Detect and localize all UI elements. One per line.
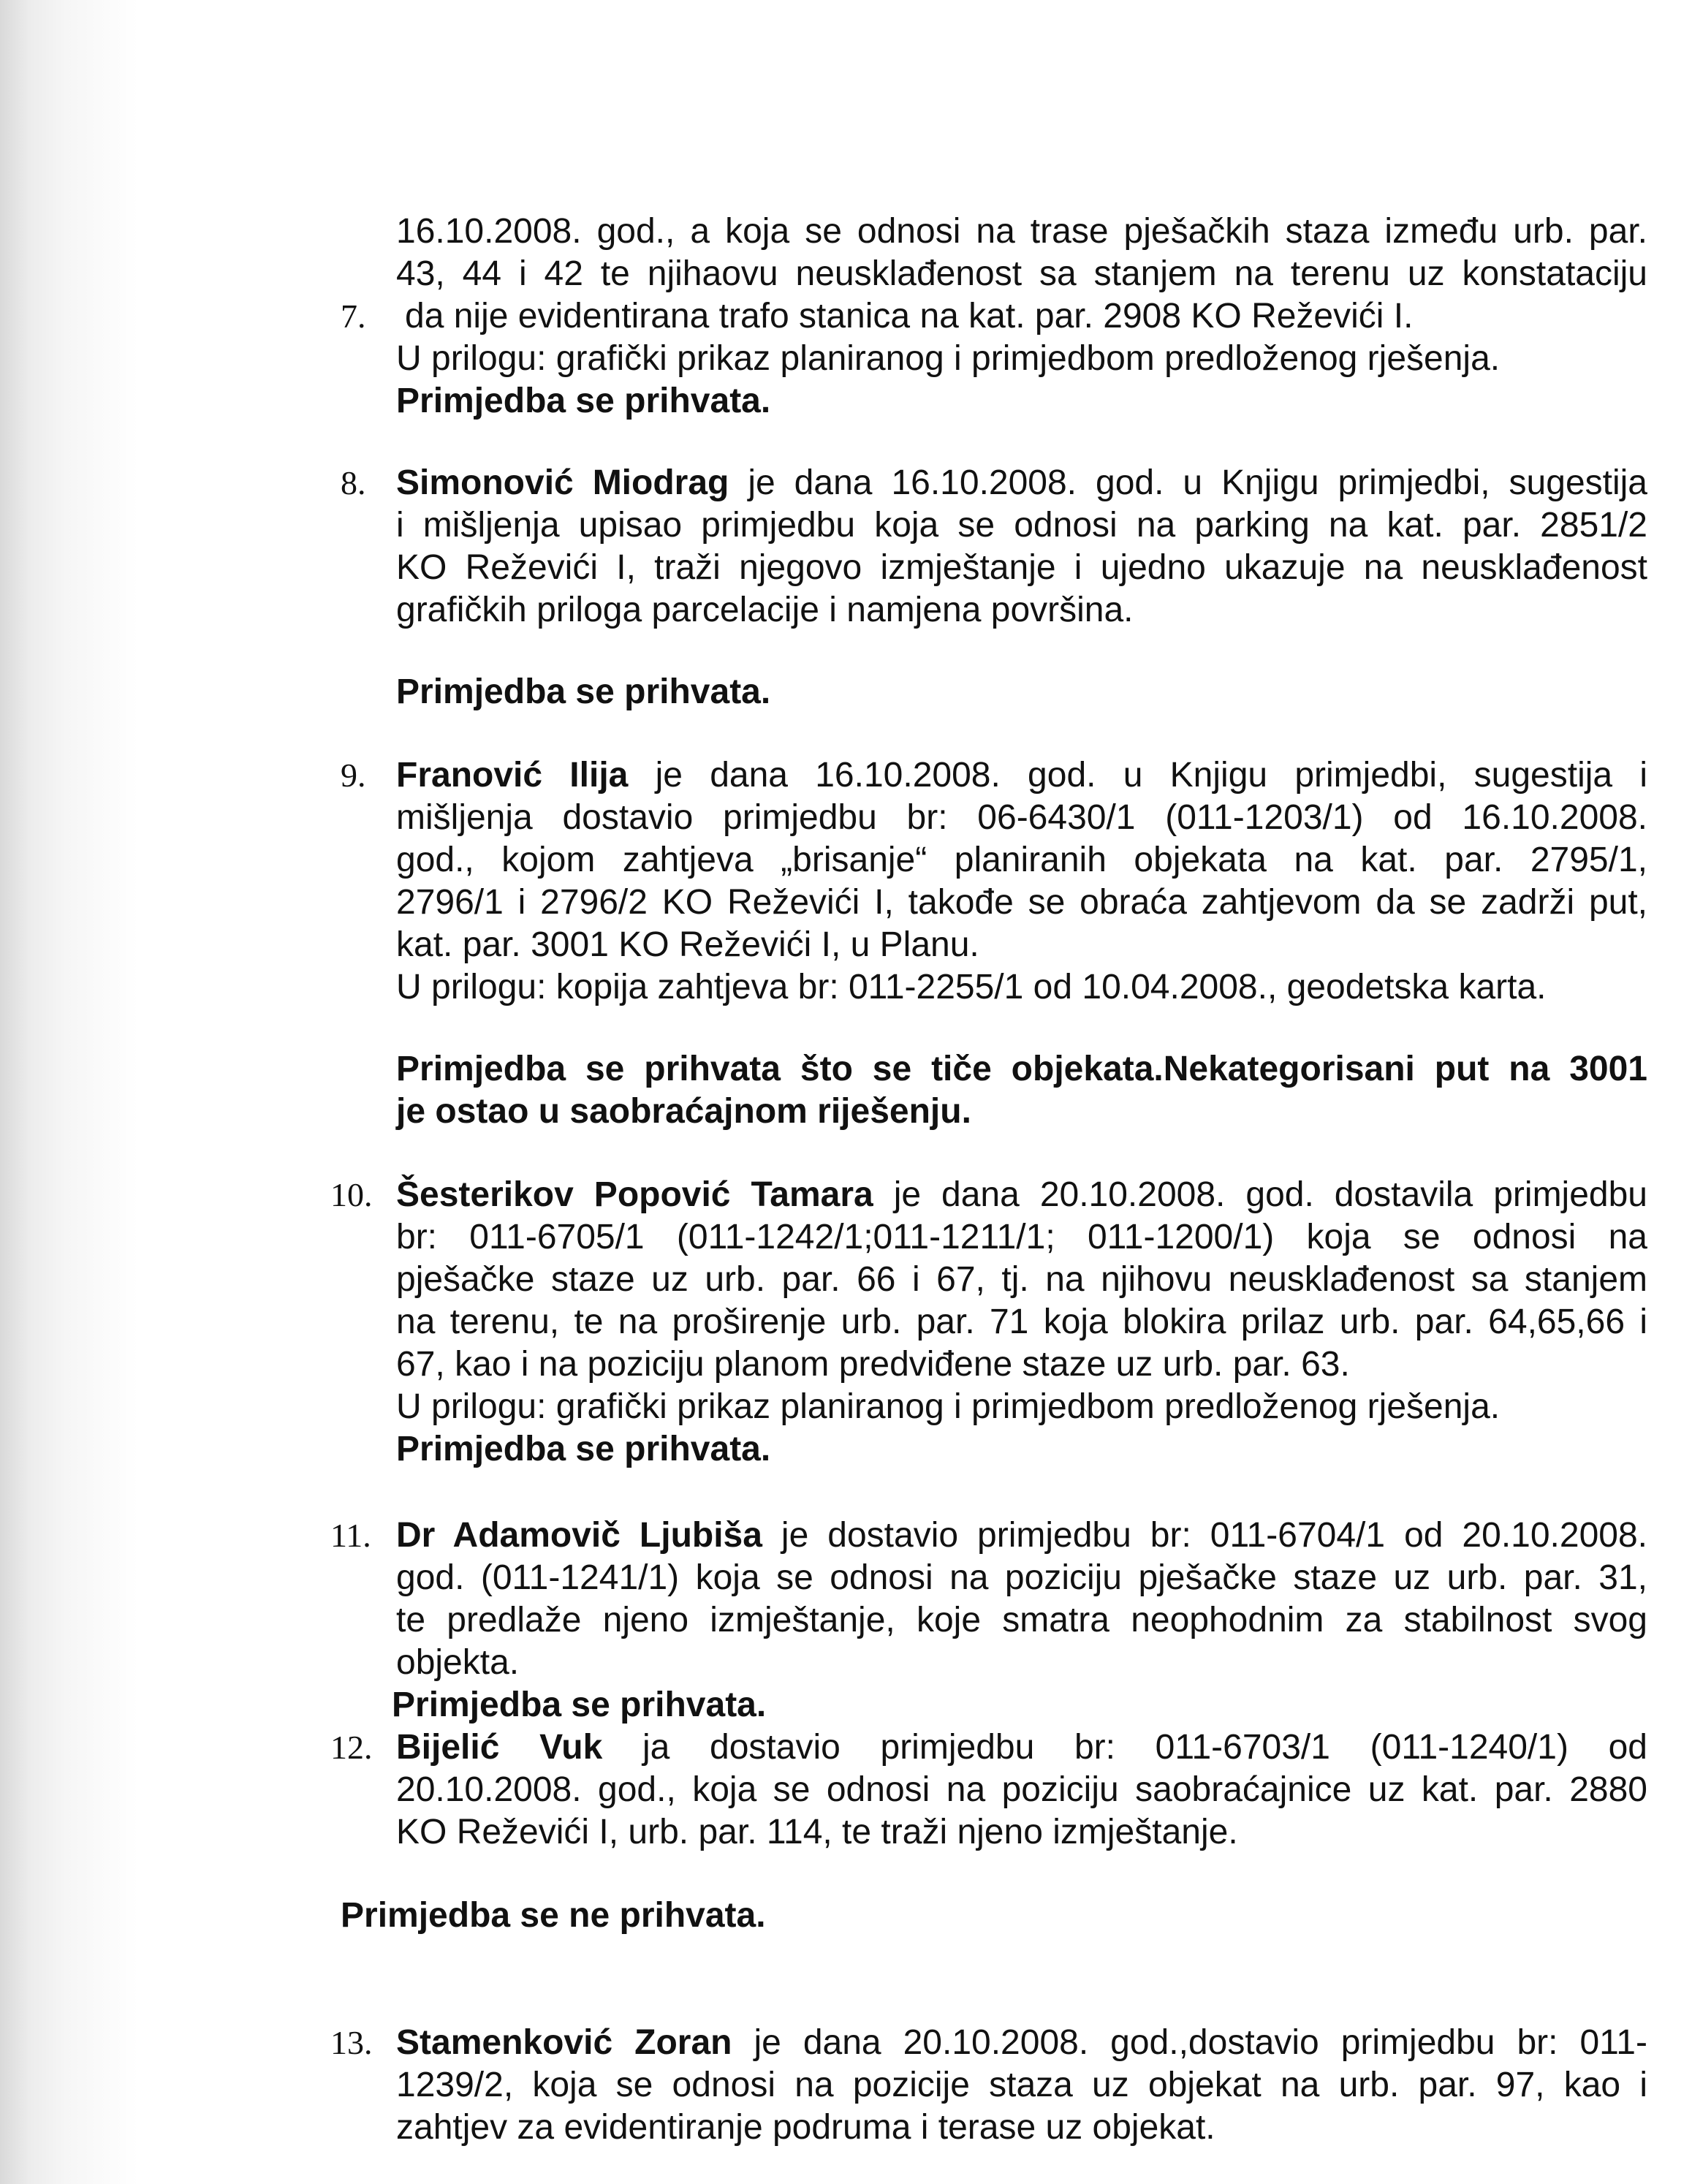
item9-line-4: 2796/1 i 2796/2 KO Reževići I, takođe se obraća zahtjevom da se zadrži put, (396, 883, 1647, 922)
item7-line-3: da nije evidentirana trafo stanica na kat. par. 2908 KO Reževići I. (405, 297, 1414, 335)
item10-decision: Primjedba se prihvata. (396, 1430, 771, 1468)
item11-name: Dr Adamovič Ljubiša (396, 1516, 762, 1555)
item9-decision-line-1: Primjedba se prihvata što se tiče objekata.Nekategorisani put na 3001 (396, 1050, 1647, 1088)
item10-line-6: U prilogu: grafički prikaz planiranog i primjedbom predloženog rješenja. (396, 1387, 1501, 1426)
item11-first-rest: je dostavio primjedbu br: 011-6704/1 od 20.10.2008. (762, 1516, 1647, 1555)
item8-line-3: KO Reževići I, traži njegovo izmještanje i ujedno ukazuje na neusklađenost (396, 548, 1647, 587)
item12-line-2: 20.10.2008. god., koja se odnosi na poziciju saobraćajnice uz kat. par. 2880 (396, 1770, 1647, 1809)
item11-decision: Primjedba se prihvata. (392, 1686, 767, 1724)
item8-line-4: grafičkih priloga parcelacije i namjena površina. (396, 591, 1134, 629)
item9-line-2: mišljenja dostavio primjedbu br: 06-6430/1 (011-1203/1) od 16.10.2008. (396, 798, 1647, 837)
item9-decision-line-2: je ostao u saobraćajnom riješenju. (396, 1092, 971, 1131)
item10-line-3: pješačke staze uz urb. par. 66 i 67, tj. na njihovu neusklađenost sa stanjem (396, 1260, 1647, 1299)
item11-line-2: god. (011-1241/1) koja se odnosi na poziciju pješačke staze uz urb. par. 31, (396, 1558, 1647, 1597)
item10-line-1 (396, 1174, 1647, 1216)
item7-decision: Primjedba se prihvata. (396, 382, 771, 420)
item10-name: Šesterikov Popović Tamara (396, 1175, 873, 1214)
item12-line-1 (396, 1726, 1647, 1769)
item11-number: 11. (330, 1517, 371, 1554)
item7-line-4: U prilogu: grafički prikaz planiranog i primjedbom predloženog rješenja. (396, 339, 1501, 378)
item8-decision: Primjedba se prihvata. (396, 672, 771, 711)
item7-line-1: 16.10.2008. god., a koja se odnosi na trase pješačkih staza između urb. par. (396, 212, 1647, 251)
item10-number: 10. (330, 1176, 373, 1213)
item10-line-5: 67, kao i na poziciju planom predviđene staze uz urb. par. 63. (396, 1345, 1350, 1384)
item8-number: 8. (341, 464, 366, 501)
item13-line-2: 1239/2, koja se odnosi na pozicije staza uz objekat na urb. par. 97, kao i (396, 2066, 1647, 2104)
item9-line-1 (396, 754, 1647, 797)
item13-name: Stamenković Zoran (396, 2023, 732, 2062)
item10-line-2: br: 011-6705/1 (011-1242/1;011-1211/1; 011-1200/1) koja se odnosi na (396, 1218, 1647, 1256)
item9-line-3: god., kojom zahtjeva „brisanje“ planiranih objekata na kat. par. 2795/1, (396, 841, 1647, 879)
item8-first-rest: je dana 16.10.2008. god. u Knjigu primjedbi, sugestija (729, 463, 1647, 502)
item13-line-1 (396, 2022, 1647, 2064)
item9-first-rest: je dana 16.10.2008. god. u Knjigu primjedbi, sugestija i (628, 756, 1648, 795)
item11-line-4: objekta. (396, 1643, 520, 1682)
item13-first-rest: je dana 20.10.2008. god.,dostavio primjedbu br: 011- (732, 2023, 1647, 2062)
item7-number: 7. (341, 297, 366, 335)
item13-number: 13. (330, 2024, 373, 2061)
item9-line-6: U prilogu: kopija zahtjeva br: 011-2255/1 od 10.04.2008., geodetska karta. (396, 968, 1547, 1006)
item11-line-3: te predlaže njeno izmještanje, koje smatra neophodnim za stabilnost svog (396, 1601, 1647, 1639)
item12-line-3: KO Reževići I, urb. par. 114, te traži njeno izmještanje. (396, 1813, 1238, 1851)
item13-line-3: zahtjev za evidentiranje podruma i terase uz objekat. (396, 2108, 1215, 2147)
item7-line-2: 43, 44 i 42 te njihaovu neusklađenost sa stanjem na terenu uz konstataciju (396, 254, 1647, 293)
item10-first-rest: je dana 20.10.2008. god. dostavila primjedbu (873, 1175, 1647, 1214)
item12-name: Bijelić Vuk (396, 1728, 603, 1767)
item12-decision: Primjedba se ne prihvata. (341, 1896, 766, 1935)
item9-line-5: kat. par. 3001 KO Reževići I, u Planu. (396, 925, 979, 964)
item8-line-2: i mišljenja upisao primjedbu koja se odnosi na parking na kat. par. 2851/2 (396, 506, 1647, 545)
item10-line-4: na terenu, te na proširenje urb. par. 71 koja blokira prilaz urb. par. 64,65,66 i (396, 1303, 1647, 1341)
item9-number: 9. (341, 757, 366, 794)
item11-line-1 (396, 1514, 1647, 1557)
item12-first-rest: ja dostavio primjedbu br: 011-6703/1 (011-1240/1) od (602, 1728, 1648, 1767)
item9-name: Franović Ilija (396, 756, 629, 795)
item8-line-1 (396, 462, 1647, 504)
item12-number: 12. (330, 1729, 373, 1766)
item8-name: Simonović Miodrag (396, 463, 729, 502)
